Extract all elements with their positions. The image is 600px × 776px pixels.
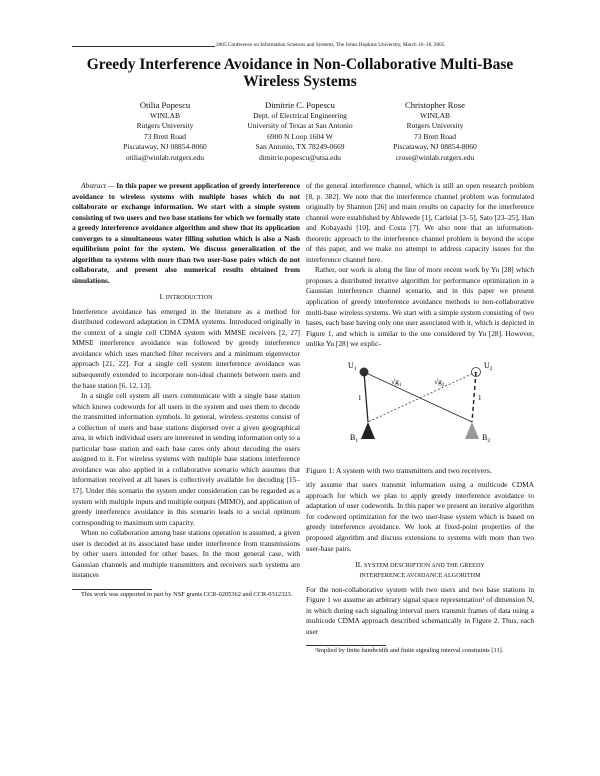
author-affiliation: University of Texas at San Antonio: [247, 121, 353, 131]
section-number: I.: [159, 292, 164, 302]
paragraph: Rather, our work is along the line of more recent work by Yu [28] which proposes a distributed iterative algorithm for performance optimization in a Gaussian interference channel scenario, and in this paper we present application of greedy interference avoidance methods to non-collaborative multi-base wireless systems. We start with a simple system consisting of two bases, each base having only one user associated with it, which is depicted in Figure 1, and which is similar to the one considered by Yu [28]. However, unlike Yu [28] we explic-: [306, 265, 534, 349]
author-affiliation: Dept. of Electrical Engineering: [253, 110, 347, 120]
abstract-text: In this paper we present application of greedy interference avoidance to wireless systems with multiple bases which do not collaborate or exchange information. We start with a simple system consisting of two users and two base stations for which we formally state a greedy interference avoidance algorithm and show that its application converges to a simultaneous water filling solution which is also a Nash equilibrium point for the system. We discuss generalization of the algorithm to systems with more than two user-base pairs which do not collaborate, and present also numerical results obtained from simulations.: [72, 181, 300, 285]
paper-title: Greedy Interference Avoidance in Non-Collaborative Multi-Base Wireless Systems: [86, 56, 514, 90]
author-block-3: [360, 100, 510, 164]
abstract-label: Abstract —: [81, 181, 115, 190]
link-u1-b2: [364, 372, 472, 422]
user-1-label: $U_1$: [348, 360, 357, 372]
paragraph: of the general interference channel, which is still an open research problem [8, p. 382]. We note that the interference channel problem was formulated originally by Shannon [26] and main results on capacity for the interference channel were established by Ahlswede [1], Carleial [3–5], Sato [23–25], Han and Kobayashi [10], and Costa [7]. We also note that an information-theoretic approach to the interference channel problem is beyond the scope of this paper, and we make no attempt to address capacity issues for the interference channel here.: [306, 181, 534, 264]
author-affiliation: Rutgers University: [136, 121, 194, 131]
base-2-icon: [465, 422, 479, 439]
section-title-line-1: SYSTEM DESCRIPTION AND THE GREEDY: [363, 562, 485, 570]
user-2-label: $U_2$: [484, 360, 493, 372]
author-address: 6900 N Loop 1604 W: [267, 131, 333, 141]
base-2-label: $B_2$: [482, 432, 491, 444]
author-name: Otilia Popescu: [139, 100, 191, 110]
base-1-icon: [361, 422, 375, 439]
section-number: II.: [355, 560, 363, 570]
section-title-line-2: INTERFERENCE AVOIDANCE ALGORITHM: [359, 572, 481, 580]
gain-g1-label: $√g_1$: [391, 376, 402, 388]
footnote: This work was supported in part by NSF grants CCR-0205362 and CCR-0312323.: [81, 590, 293, 598]
gain-g2-label: $√g_2$: [434, 376, 445, 388]
author-block-2: [225, 100, 375, 164]
system-diagram: [306, 356, 534, 452]
author-address: Piscataway, NJ 08854-8060: [393, 142, 477, 152]
header-rule: [72, 46, 215, 47]
section-heading-2: [306, 560, 534, 581]
abstract: [72, 181, 300, 286]
right-column: [306, 181, 534, 655]
author-address: 73 Brett Road: [143, 131, 187, 141]
paragraph: itly assume that users transmit information using a multicode CDMA approach for which we plan to apply greedy interference avoidance to adaptation of user codewords. In this paper we present an iterative algorithm for codeword optimization for the two user-base system which is based on greedy interference avoidance. We look at fixed-point properties of the proposed algorithm and discuss extensions to systems with more than two user-base pairs.: [306, 480, 534, 553]
paragraph: Interference avoidance has emerged in the literature as a method for distributed codeword adaptation in CDMA systems. Introduced originally in the context of a single cell CDMA system with MMSE receivers [2, 27] MMSE interference avoidance was followed by greedy interference avoidance which uses matched filter receivers and a minimum eigenvector approach [21, 22]. For a single cell system interference avoidance was subsequently extended to incorporate non-ideal channels between users and the base station [6, 12, 13].: [72, 306, 300, 390]
left-column: [72, 181, 300, 599]
figure-caption: Figure 1: A system with two transmitters and two receivers.: [306, 466, 492, 476]
footnote: ¹Implied by finite bandwidth and finite signaling interval constraints [11].: [315, 647, 504, 655]
author-name: Dimitrie C. Popescu: [265, 100, 335, 110]
author-affiliation: WINLAB: [420, 110, 450, 120]
author-affiliation: WINLAB: [150, 110, 180, 120]
paragraph: For the non-collaborative system with two users and two base stations in Figure 1 we assume an arbitrary signal space representation¹ of dimension N, in which during each signaling interval users transmit frames of data using a multicode CDMA approach described schematically in Figure 2. Thus, each user: [306, 584, 534, 636]
author-email: crose@winlab.rutgers.edu: [395, 152, 475, 162]
section-title: INTRODUCTION: [165, 294, 213, 302]
author-name: Christopher Rose: [405, 100, 465, 110]
link-u2-b2: [472, 372, 476, 422]
author-block-1: [90, 100, 240, 164]
author-email: otilia@winlab.rutgers.edu: [125, 152, 205, 162]
author-address: San Antonio, TX 78249-0669: [255, 142, 345, 152]
base-1-label: $B_1$: [350, 432, 359, 444]
author-affiliation: Rutgers University: [406, 121, 464, 131]
section-heading-1: [72, 292, 300, 303]
gain-label-left: 1: [358, 393, 362, 402]
conference-header: 2005 Conference on Information Sciences and Systems, The Johns Hopkins University, March 16–18, 2005: [216, 42, 445, 48]
author-address: Piscataway, NJ 08854-8060: [123, 142, 207, 152]
paragraph: When no collaboration among base stations operation is assumed, a given user is decoded at its associated base under interference from transmissions by other users intended for other bases. In the most general case, with Gaussian channels and multiple transmitters and receivers such systems are instances: [72, 528, 300, 580]
link-u2-b1: [368, 372, 476, 422]
author-email: dimitrie.popescu@utsa.edu: [259, 152, 341, 162]
link-u1-b1: [364, 372, 368, 422]
author-address: 73 Brett Road: [413, 131, 457, 141]
figure-1: [306, 356, 534, 477]
paragraph: In a single cell system all users communicate with a single base station which knows codewords for all users in the system and uses them to decode the transmitted information symbols. In general, wireless systems consist of a collection of users and base stations dispersed over a given geographical area, in which individual users are interested in sending information only to a particular base station and each base cares only about decoding the users assigned to it. For wireless systems with multiple base stations interference avoidance was also applied in a collaborative scenario which assumes that information received at all bases is collectively available for decoding [15–17]. Under this scenario the system under consideration can be regarded as a system with multiple inputs and multiple outputs (MIMO), and application of greedy interference avoidance in this scenario leads to a social optimum corresponding to maximum sum capacity.: [72, 391, 300, 527]
gain-label-right: 1: [478, 393, 482, 402]
